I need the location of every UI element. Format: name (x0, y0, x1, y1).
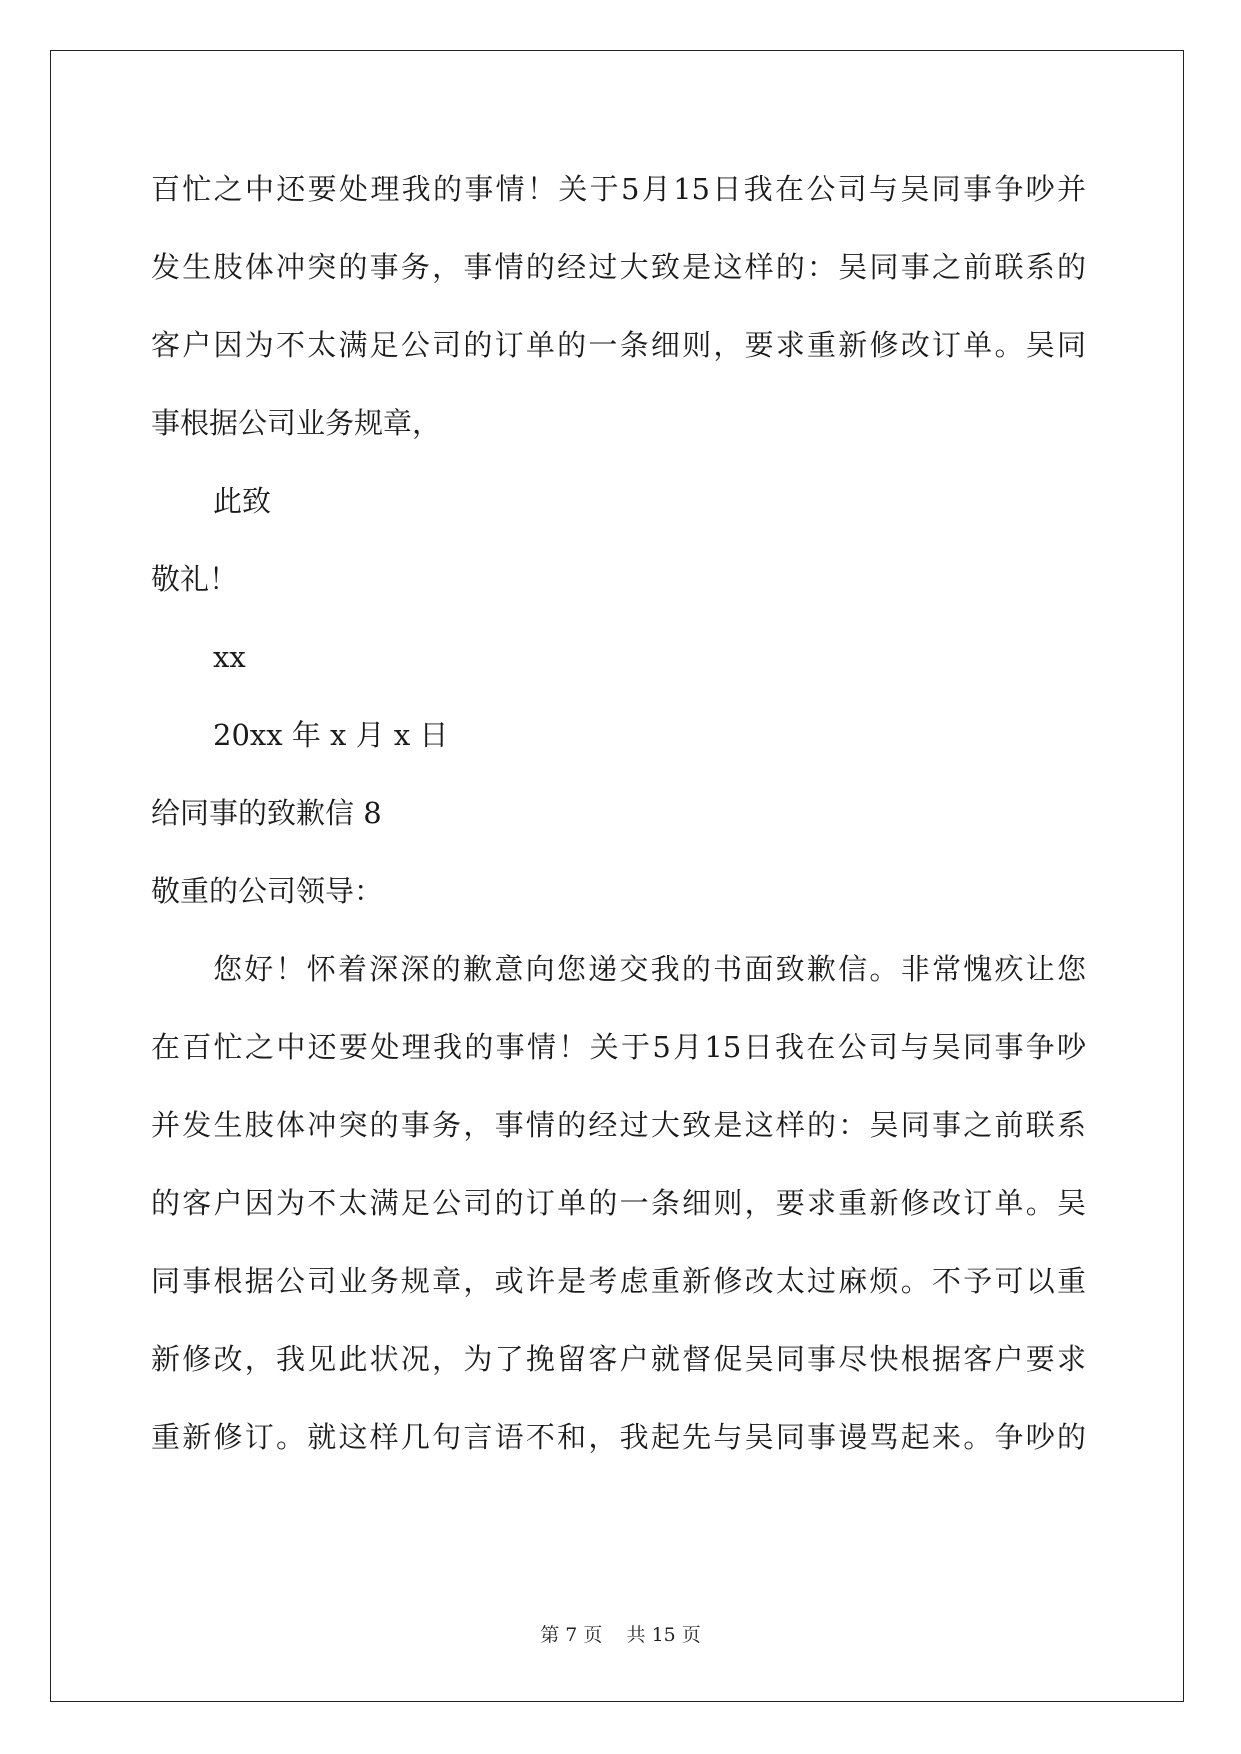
text-line: 新修改，我见此状况，为了挽留客户就督促吴同事尽快根据客户要求 (151, 1342, 1086, 1376)
page-number: 第 7 页 共 15 页 (540, 1624, 701, 1646)
text-line: 重新修订。就这样几句言语不和，我起先与吴同事谩骂起来。争吵的 (151, 1420, 1086, 1454)
closing-regards: 敬礼！ (151, 562, 239, 596)
signature-date: 20xx 年 x 月 x 日 (213, 718, 449, 752)
signature-name: xx (213, 640, 246, 674)
text-line: 发生肢体冲突的事务，事情的经过大致是这样的：吴同事之前联系的 (151, 250, 1086, 284)
text-line: 的客户因为不太满足公司的订单的一条细则，要求重新修改订单。吴 (151, 1186, 1086, 1220)
text-line: 并发生肢体冲突的事务，事情的经过大致是这样的：吴同事之前联系 (151, 1108, 1086, 1142)
text-line: 事根据公司业务规章， (151, 406, 442, 440)
letter-greeting: 敬重的公司领导： (151, 874, 384, 908)
text-line: 百忙之中还要处理我的事情！关于5月15日我在公司与吴同事争吵并 (151, 172, 1086, 206)
text-line: 客户因为不太满足公司的订单的一条细则，要求重新修改订单。吴同 (151, 328, 1086, 362)
closing-salutation: 此致 (213, 484, 272, 518)
document-body (151, 150, 1086, 1476)
section-heading: 给同事的致歉信 8 (151, 796, 382, 830)
text-line: 同事根据公司业务规章，或许是考虑重新修改太过麻烦。不予可以重 (151, 1264, 1086, 1298)
text-line: 在百忙之中还要处理我的事情！关于5月15日我在公司与吴同事争吵 (151, 1030, 1086, 1064)
text-line: 您好！怀着深深的歉意向您递交我的书面致歉信。非常愧疚让您 (213, 952, 1086, 986)
